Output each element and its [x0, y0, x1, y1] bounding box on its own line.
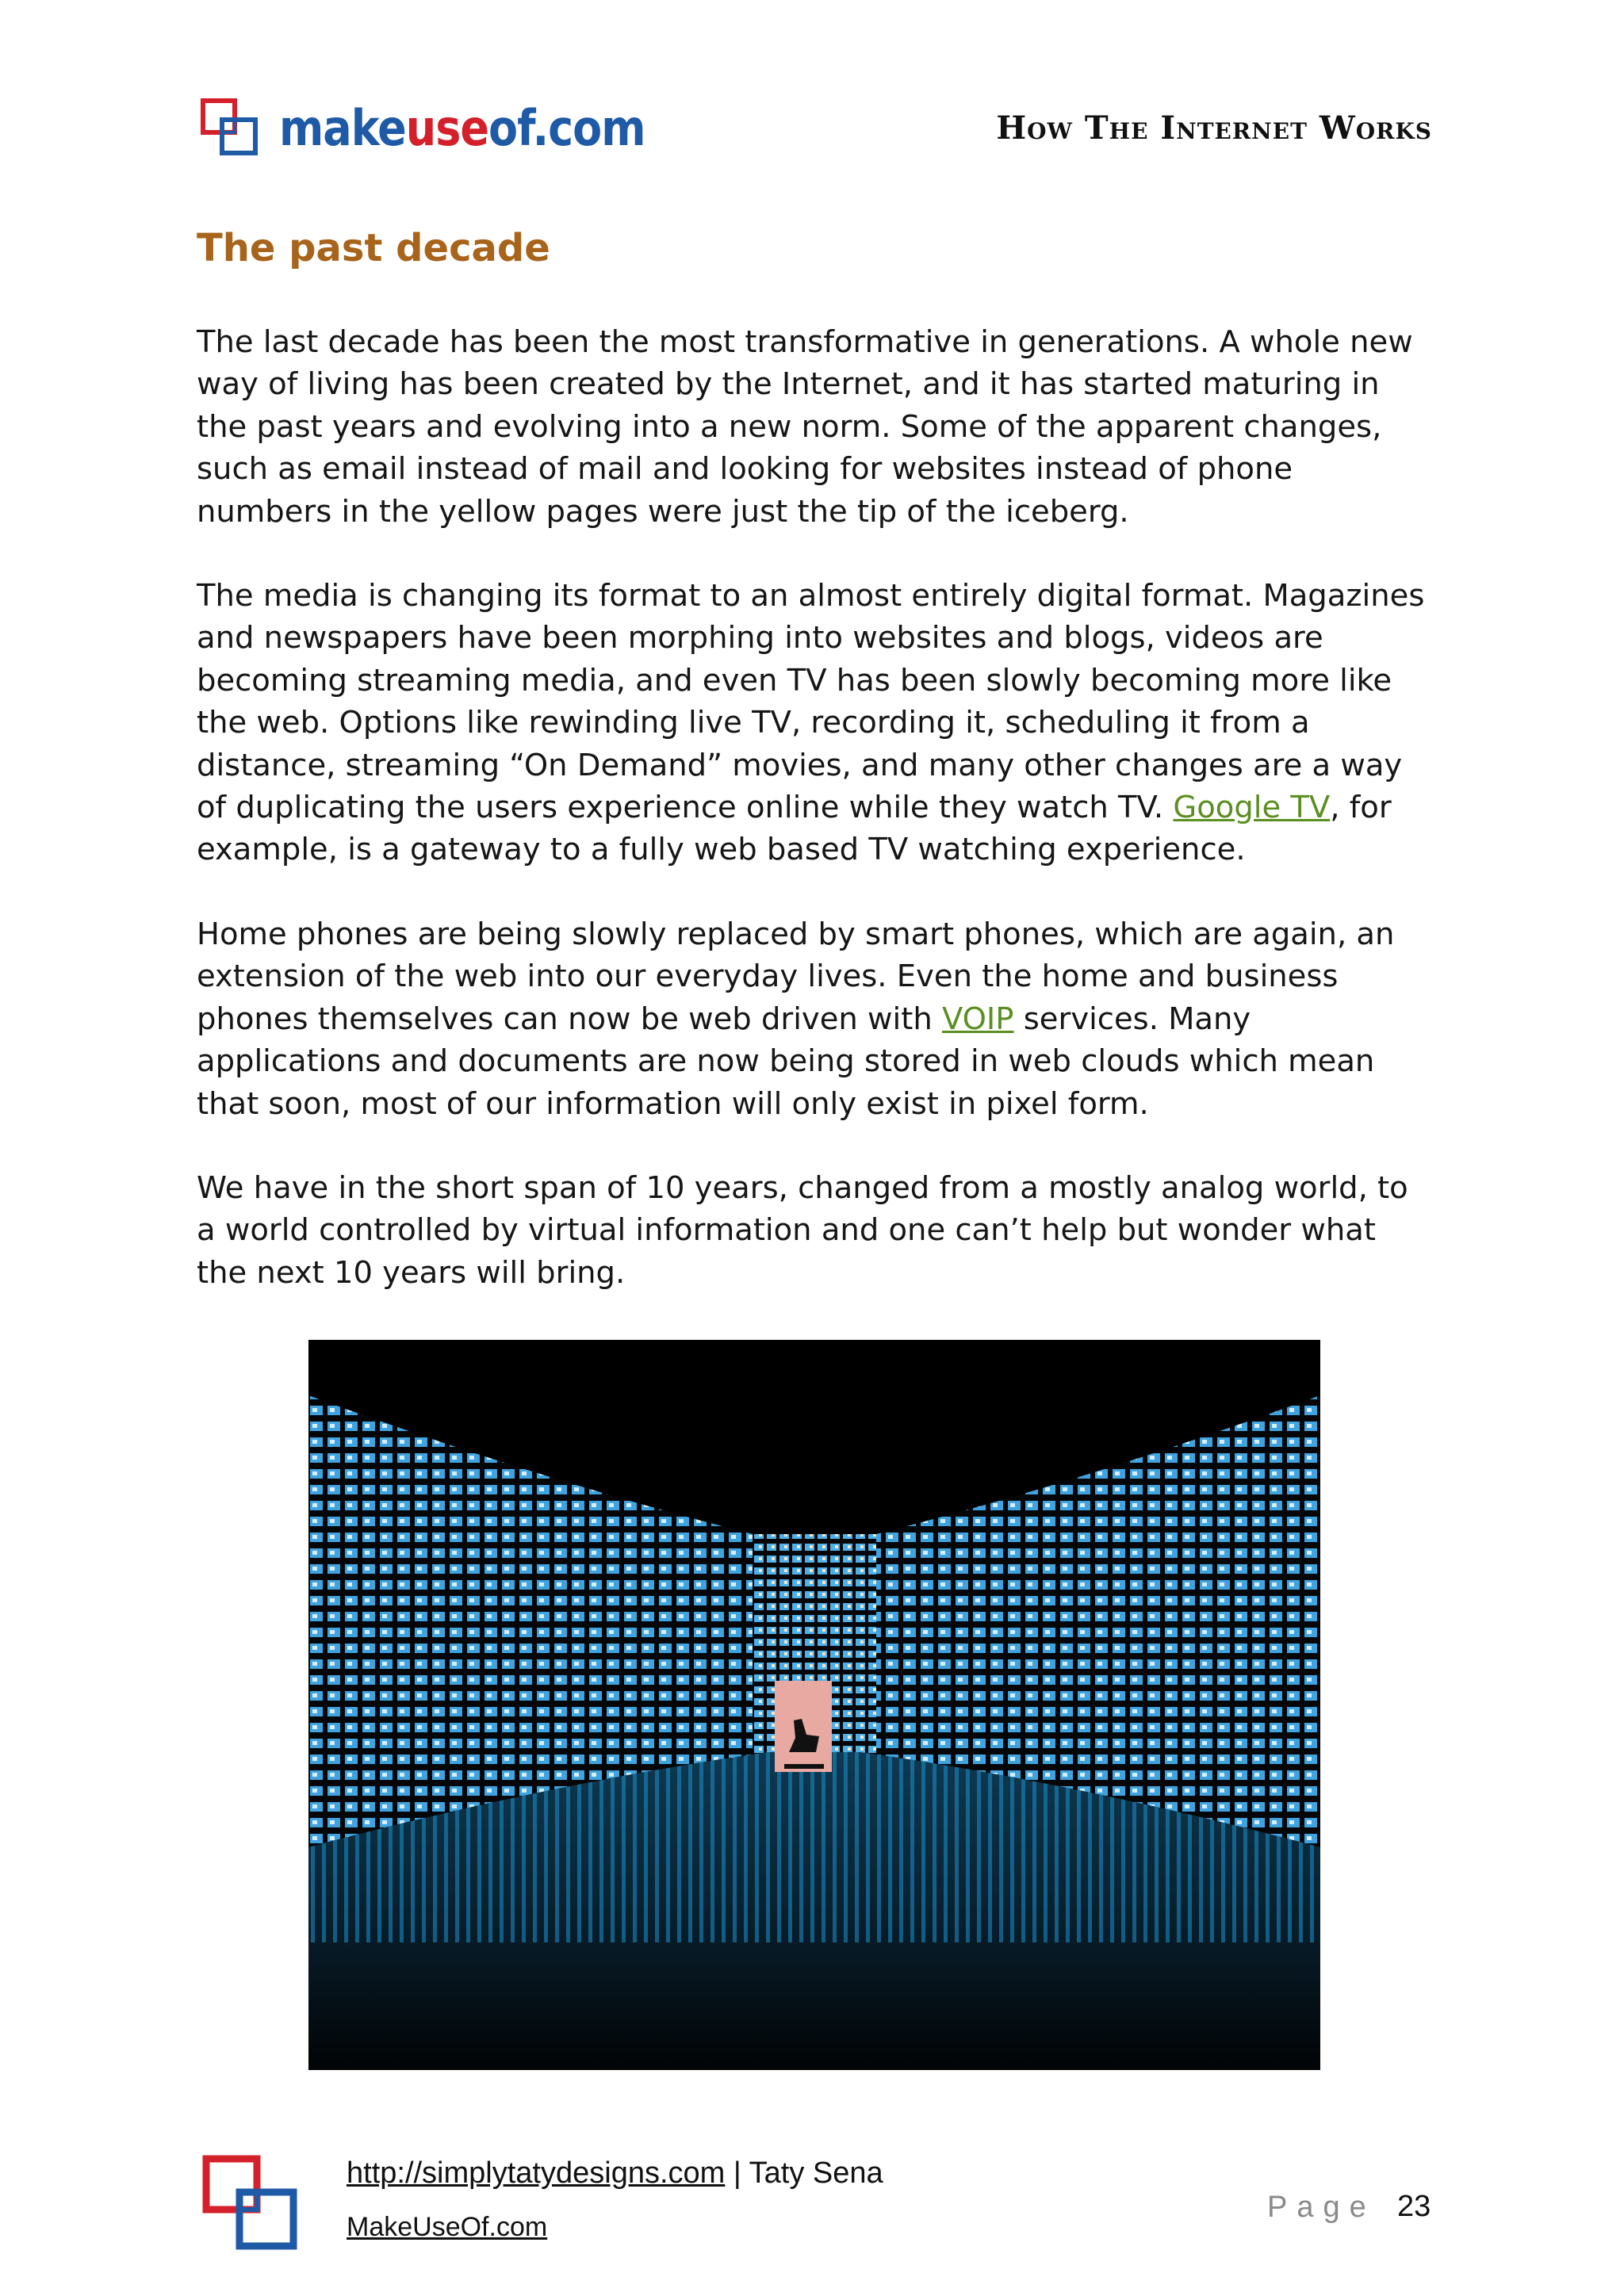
footer-site-link[interactable]: MakeUseOf.com	[347, 2212, 548, 2242]
paragraph-1: The last decade has been the most transformative in generations. A whole new way of living has been created by the Internet, and it has started maturing in the past years and evolving into a new norm. Some of the apparent changes, such as email instead of mail and looking for websites instead of phone numbers in the yellow pages were just the tip of the iceberg.	[197, 324, 1413, 530]
makeuseof-logo[interactable]	[198, 94, 645, 162]
author-url-link[interactable]: http://simplytatydesigns.com	[347, 2156, 726, 2190]
paragraph-4: We have in the short span of 10 years, changed from a mostly analog world, to a world controlled by virtual information and one can’t help but wonder what the next 10 years will bring.	[197, 1169, 1408, 1291]
footer-credit: http://simplytatydesigns.com | Taty Sena	[347, 2156, 883, 2190]
logo-wordmark: makeuseof.com	[279, 98, 645, 157]
section-heading: The past decade	[197, 226, 550, 270]
page-label: Page	[1267, 2191, 1376, 2224]
tv-wall-photo	[308, 1340, 1320, 2070]
google-tv-link[interactable]: Google TV	[1173, 790, 1331, 826]
page-header	[198, 94, 1432, 165]
paragraph-2: The media is changing its format to an almost entirely digital format. Magazines and newspapers have been morphing into websites and blogs, videos are becoming streaming media, and even TV has been slowly becoming more like the web. Options like rewinding live TV, recording it, scheduling it from a distance, streaming “On Demand” movies, and many other changes are a way of duplicating the users experience online while they watch TV. Google TV, for example, is a gateway to a fully web based TV watching experience.	[197, 578, 1425, 868]
voip-link[interactable]: VOIP	[941, 1001, 1014, 1037]
document-title: How The Internet Works	[996, 109, 1432, 147]
page-number: 23	[1397, 2190, 1431, 2223]
logo-squares-icon	[198, 96, 262, 159]
footer-logo-icon	[200, 2152, 300, 2252]
article-body	[197, 321, 1434, 1336]
paragraph-3: Home phones are being slowly replaced by smart phones, which are again, an extension of the web into our everyday lives. Even the home and business phones themselves can now be web driven with VOIP services. Many applications and documents are now being stored in web clouds which mean that soon, most of our information will only exist in pixel form.	[197, 916, 1395, 1122]
